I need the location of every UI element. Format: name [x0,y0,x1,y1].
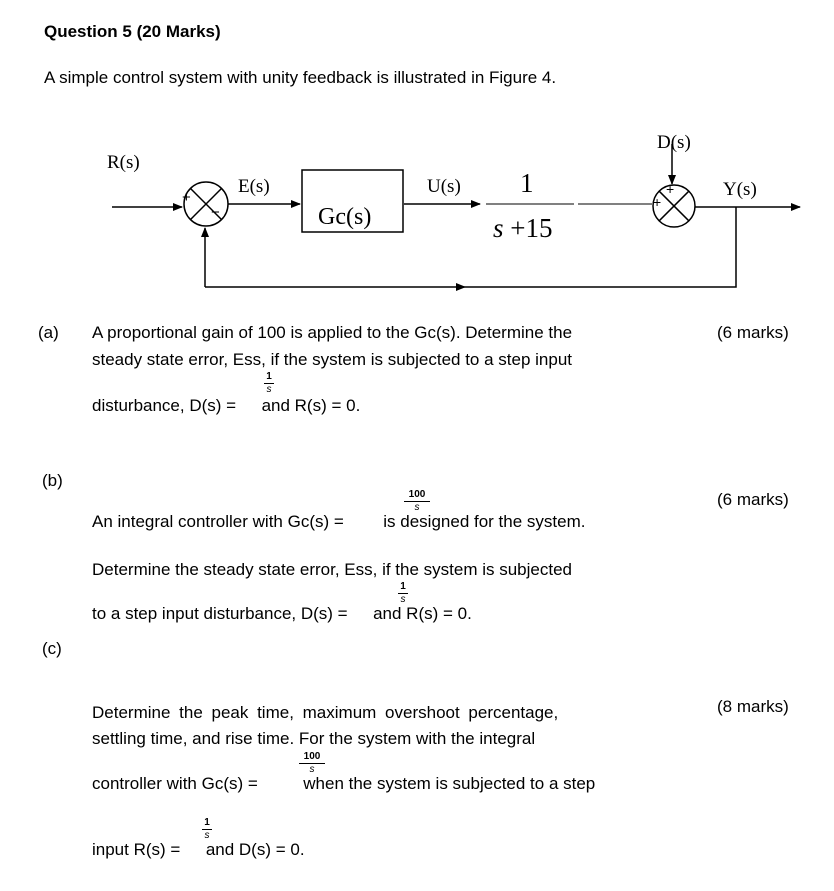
part-b-frac2-num: 1 [400,581,406,592]
plus-sign-2-left: + [653,194,662,210]
plant-denominator [493,213,553,244]
part-b-frac1-num: 100 [408,489,426,500]
part-b-fraction-1 [404,489,430,513]
y-label: Y(s) [723,179,757,200]
part-b-label: (b) [42,471,63,490]
part-a-label: (a) [38,323,59,342]
part-b-line3-pre: to a step input disturbance, D(s) = [92,604,348,623]
part-a-line3 [92,396,360,416]
controller-label: Gc(s) [318,204,372,230]
part-a-frac-num: 1 [266,371,272,382]
question-title: Question 5 (20 Marks) [44,22,221,41]
part-b-marks: (6 marks) [717,490,789,509]
e-label: E(s) [238,176,270,197]
part-a-marks: (6 marks) [717,323,789,342]
part-c-line3 [92,774,595,794]
part-c-line4-pre: input R(s) = [92,840,181,859]
part-a-line3-post: and R(s) = 0. [261,396,361,415]
part-a-line2: steady state error, Ess, if the system is subjected to a step input [92,350,573,369]
part-b-line1-post: is designed for the system. [383,512,586,531]
feedback-arrowhead [456,283,466,291]
part-c-line4 [92,840,305,860]
part-b-frac1-den: s [414,502,420,513]
part-a-line3-pre: disturbance, D(s) = [92,396,237,415]
d-label: D(s) [657,132,691,153]
part-c-marks: (8 marks) [717,697,789,716]
question-intro: A simple control system with unity feedback is illustrated in Figure 4. [44,68,557,87]
minus-sign-1: − [211,204,220,221]
part-a-line1: A proportional gain of 100 is applied to the Gc(s). Determine the [92,323,573,342]
plant-denominator-s: s [493,213,504,243]
part-c-line1: Determine the peak time, maximum overshoot percentage, [92,703,559,722]
part-b-line1-pre: An integral controller with Gc(s) = [92,512,344,531]
part-c-label: (c) [42,639,62,658]
part-c-line3-post: when the system is subjected to a step [303,774,596,793]
part-a-frac-den: s [266,384,272,395]
plus-sign-1: + [182,189,191,206]
part-b-fraction-2 [398,581,408,605]
feedback-path [205,207,736,287]
part-b-line2: Determine the steady state error, Ess, if the system is subjected [92,560,572,579]
u-label: U(s) [427,176,461,197]
part-c-fraction-1 [299,751,325,775]
part-b-frac2-den: s [400,594,406,605]
plant-numerator: 1 [520,168,534,198]
r-label: R(s) [107,152,140,173]
part-c-frac1-den: s [309,764,315,775]
part-c-frac2-num: 1 [204,817,210,828]
part-c-frac1-num: 100 [303,751,321,762]
part-b-line1 [92,512,585,532]
part-b-line3 [92,604,472,624]
part-a-fraction [264,371,274,395]
part-c-line2: settling time, and rise time. For the system with the integral [92,729,536,748]
part-c-frac2-den: s [204,830,210,841]
part-c-fraction-2 [202,817,212,841]
plus-sign-2-top: + [666,181,675,197]
part-c-line3-pre: controller with Gc(s) = [92,774,258,793]
plant-denominator-rest: +15 [510,213,553,243]
part-c-line4-post: and D(s) = 0. [205,840,305,859]
part-b-line3-post: and R(s) = 0. [373,604,472,623]
